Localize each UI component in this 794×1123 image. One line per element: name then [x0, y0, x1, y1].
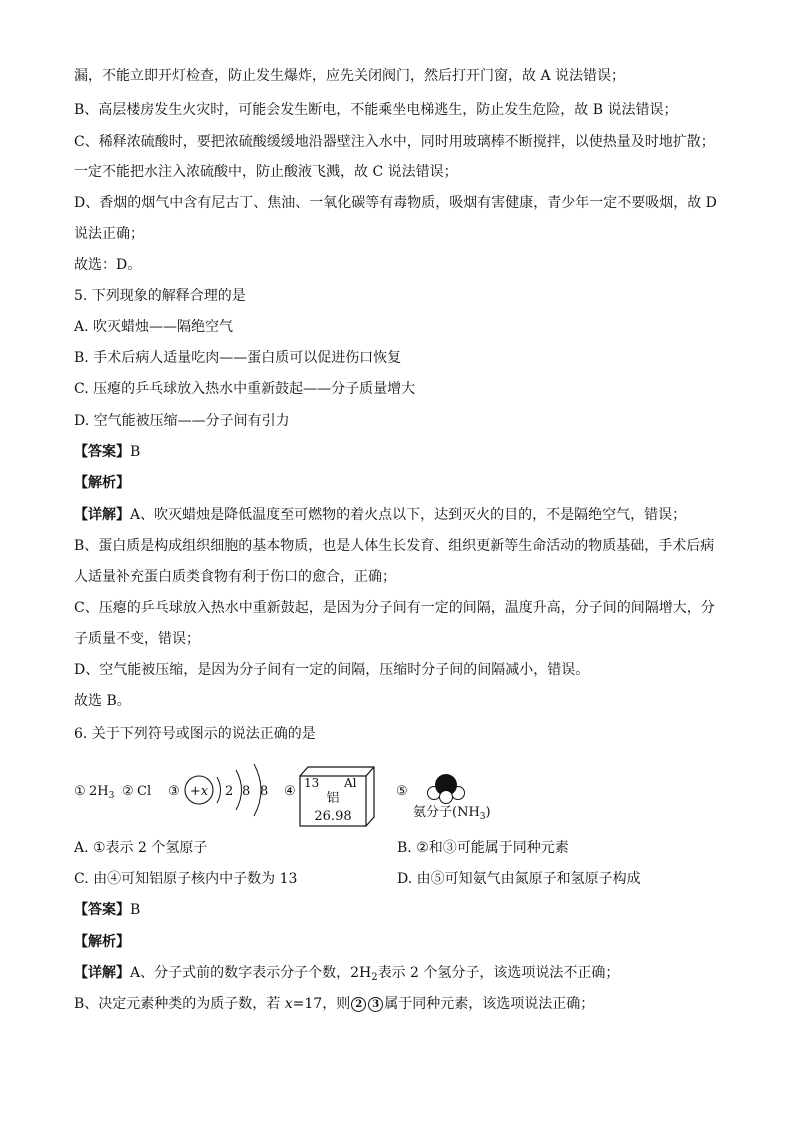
molecule-label: [413, 805, 491, 822]
answer-value: B: [130, 444, 141, 460]
text-line: 漏，不能立即开灯检查，防止发生爆炸，应先关闭阀门，然后打开门窗，故 A 说法错误；: [74, 68, 626, 84]
ammonia-molecule-model: [428, 774, 465, 804]
detail-5-c2: 子质量不变，错误；: [74, 631, 200, 647]
question-6-figure: [74, 764, 634, 832]
question-6-stem: 6. 关于下列符号或图示的说法正确的是: [74, 726, 316, 742]
item1-text: 2H: [89, 784, 109, 799]
detail-6-b: [74, 995, 724, 1013]
detail-6-a: [74, 964, 724, 982]
text-line: D、香烟的烟气中含有尼古丁、焦油、一氧化碳等有毒物质，吸烟有害健康，青少年一定不要吸烟，故 D: [74, 195, 717, 211]
answer-5-line: [74, 443, 724, 461]
atomic-number: 13: [304, 776, 320, 790]
variable-x: x: [284, 996, 293, 1012]
item1-number: ①: [74, 784, 86, 799]
text-line: 一定不能把水注入浓硫酸中，防止酸液飞溅，故 C 说法错误；: [74, 164, 458, 180]
analysis-6-tag: 【解析】: [74, 934, 130, 950]
question-6-option-c: C. 由④可知铝原子核内中子数为 13: [74, 871, 298, 887]
detail-text: A、分子式前的数字表示分子个数，2H: [130, 965, 372, 981]
shell-3-electrons: 8: [260, 784, 269, 799]
answer-tag: 【答案】: [74, 902, 130, 918]
shell-1-electrons: 2: [225, 784, 234, 799]
circled-2: 2: [351, 997, 366, 1012]
item5-number: ⑤: [396, 784, 408, 799]
molecule-label-close: ): [485, 805, 491, 820]
selection-5: 故选 B。: [74, 693, 131, 709]
question-6-option-a: A. ①表示 2 个氢原子: [74, 840, 208, 856]
item1-subscript: 3: [108, 791, 115, 801]
question-5-stem: 5. 下列现象的解释合理的是: [74, 288, 246, 304]
nucleus-charge: +x: [189, 784, 209, 799]
detail-text: A、吹灭蜡烛是降低温度至可燃物的着火点以下，达到灭火的目的，不是隔绝空气，错误；: [130, 507, 687, 523]
molecule-label-subscript: 3: [479, 812, 486, 822]
detail-5-d: D、空气能被压缩，是因为分子间有一定的间隔，压缩时分子间的间隔减小，错误。: [74, 662, 590, 678]
atomic-mass: 26.98: [314, 809, 352, 824]
element-name: 铝: [326, 791, 340, 806]
detail-text: 属于同种元素，该选项说法正确；: [384, 996, 595, 1012]
hydrogen-atom: [440, 791, 453, 804]
answer-value: B: [130, 902, 141, 918]
question-5-option-d: D. 空气能被压缩——分子间有引力: [74, 413, 290, 429]
detail-text: 表示 2 个氢分子，该选项说法不正确；: [377, 965, 620, 981]
question-6-option-b: B. ②和③可能属于同种元素: [397, 840, 569, 856]
detail-text: B、决定元素种类的为质子数，若: [74, 996, 285, 1012]
detail-5-b2: 人适量补充蛋白质类食物有利于伤口的愈合，正确；: [74, 569, 396, 585]
question-5-option-c: C. 压瘪的乒乓球放入热水中重新鼓起——分子质量增大: [74, 381, 416, 397]
analysis-5-tag: 【解析】: [74, 475, 130, 491]
item2-symbol: Cl: [137, 784, 152, 799]
item3-number: ③: [168, 784, 180, 799]
detail-5-b1: B、蛋白质是构成组织细胞的基本物质，也是人体生长发育、组织更新等生命活动的物质基础，手术后病: [74, 538, 715, 554]
answer-tag: 【答案】: [74, 444, 130, 460]
detail-5-c1: C、压瘪的乒乓球放入热水中重新鼓起，是因为分子间有一定的间隔，温度升高，分子间的间隔增大，分: [74, 600, 715, 616]
detail-tag: 【详解】: [74, 965, 130, 981]
detail-5-a: [74, 506, 724, 524]
element-card-edge: [366, 767, 374, 776]
subscript: 2: [371, 972, 378, 983]
detail-text: =17，则: [292, 996, 351, 1012]
question-5-option-a: A. 吹灭蜡烛——隔绝空气: [74, 319, 234, 335]
text-line: C、稀释浓硫酸时，要把浓硫酸缓缓地沿器壁注入水中，同时用玻璃棒不断搅拌，以使热量及时地扩散；: [74, 134, 715, 150]
answer-6-line: [74, 901, 724, 919]
text-line: 说法正确；: [74, 226, 144, 242]
question-5-option-b: B. 手术后病人适量吃肉——蛋白质可以促进伤口恢复: [74, 350, 402, 366]
question-6-option-d: D. 由⑤可知氨气由氮原子和氢原子构成: [397, 871, 641, 887]
text-line: 故选：D。: [74, 257, 142, 273]
text-line: B、高层楼房发生火灾时，可能会发生断电，不能乘坐电梯逃生，防止发生危险，故 B 说法错误；: [74, 102, 678, 118]
detail-tag: 【详解】: [74, 507, 130, 523]
item1-formula: [89, 784, 115, 801]
shell-arc-2: [236, 770, 242, 810]
item2-number: ②: [122, 784, 134, 799]
item4-number: ④: [284, 784, 296, 799]
shell-arc-1: [217, 777, 221, 803]
shell-2-electrons: 8: [242, 784, 251, 799]
molecule-label-text: 氨分子(NH: [413, 805, 480, 820]
circled-3: 3: [368, 997, 383, 1012]
element-symbol: Al: [344, 776, 357, 790]
